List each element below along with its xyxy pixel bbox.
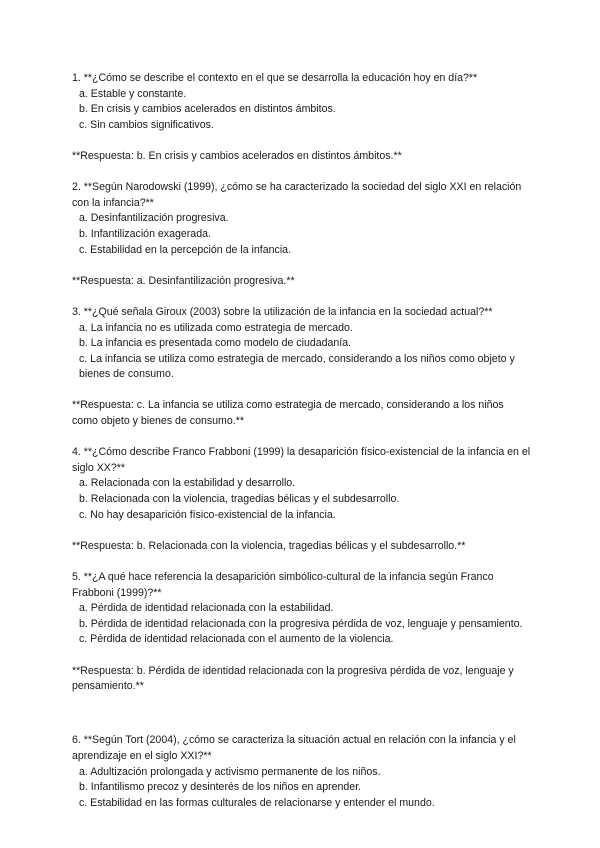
question-text: 1. **¿Cómo se describe el contexto en el que se desarrolla la educación hoy en día?** [72,72,478,84]
question-1 [72,71,532,165]
spacer [72,258,532,274]
question-text: 3. **¿Qué señala Giroux (2003) sobre la utilización de la infancia en la sociedad actual?** [72,305,493,318]
option-a: a. Desinfantilización progresiva. [79,212,229,225]
question-3 [72,305,532,430]
question-text: 4. **¿Cómo describe Franco Frabboni (1999) la desaparición físico-existencial de la infancia en el siglo XX?** [72,446,531,474]
spacer [72,523,532,539]
spacer [72,165,532,181]
option-b: b. Pérdida de identidad relacionada con la progresiva pérdida de voz, lenguaje y pensamiento. [79,617,523,630]
answer-text: **Respuesta: b. En crisis y cambios acelerados en distintos ámbitos.** [72,149,402,162]
option-b: b. Infantilización exagerada. [79,227,211,240]
answer-text: **Respuesta: c. La infancia se utiliza como estrategia de mercado, considerando a los niños como objeto y bienes de consumo.** [72,399,504,428]
option-c: c. Estabilidad en las formas culturales de relacionarse y entender el mundo. [79,796,435,809]
question-6 [72,733,532,811]
spacer [72,289,532,305]
spacer [72,695,532,718]
option-a: a. La infancia no es utilizada como estrategia de mercado. [79,321,353,334]
question-text: 6. **Según Tort (2004), ¿cómo se caracteriza la situación actual en relación con la infancia y el aprendizaje en el siglo XXI?** [72,734,516,762]
spacer [72,554,532,570]
answer-text: **Respuesta: b. Pérdida de identidad relacionada con la progresiva pérdida de voz, lenguaje y pensamiento.** [72,664,514,693]
spacer [72,430,532,446]
option-c: c. La infancia se utiliza como estrategia de mercado, considerando a los niños como objeto y bienes de consumo. [79,352,515,381]
option-b: b. Relacionada con la violencia, tragedias bélicas y el subdesarrollo. [79,493,400,506]
option-a: a. Relacionada con la estabilidad y desarrollo. [79,477,296,490]
option-c: c. Pérdida de identidad relacionada con el aumento de la violencia. [79,633,394,646]
option-c: c. Estabilidad en la percepción de la infancia. [79,243,292,256]
document-page [72,71,532,811]
question-4 [72,445,532,554]
question-text: 2. **Según Narodowski (1999), ¿cómo se ha caracterizado la sociedad del siglo XXI en relación con la infancia?** [72,181,522,209]
answer-text: **Respuesta: a. Desinfantilización progresiva.** [72,274,295,287]
option-c: c. Sin cambios significativos. [79,118,214,131]
question-text: 5. **¿A qué hace referencia la desaparición simbólico-cultural de la infancia según Franco Frabboni (1999)?** [72,571,494,599]
spacer [72,133,532,149]
question-2 [72,180,532,289]
option-c: c. No hay desaparición físico-existencial de la infancia. [79,508,336,521]
option-b: b. En crisis y cambios acelerados en distintos ámbitos. [79,103,336,116]
spacer [72,648,532,664]
option-a: a. Pérdida de identidad relacionada con la estabilidad. [79,602,334,615]
spacer [72,383,532,399]
option-a: a. Estable y constante. [79,87,187,100]
option-b: b. La infancia es presentada como modelo de ciudadanía. [79,337,352,350]
question-5 [72,570,532,695]
option-b: b. Infantilismo precoz y desinterés de los niños en aprender. [79,781,362,794]
answer-text: **Respuesta: b. Relacionada con la violencia, tragedias bélicas y el subdesarrollo.** [72,539,466,552]
option-a: a. Adultización prolongada y activismo permanente de los niños. [79,765,381,778]
spacer [72,718,532,734]
